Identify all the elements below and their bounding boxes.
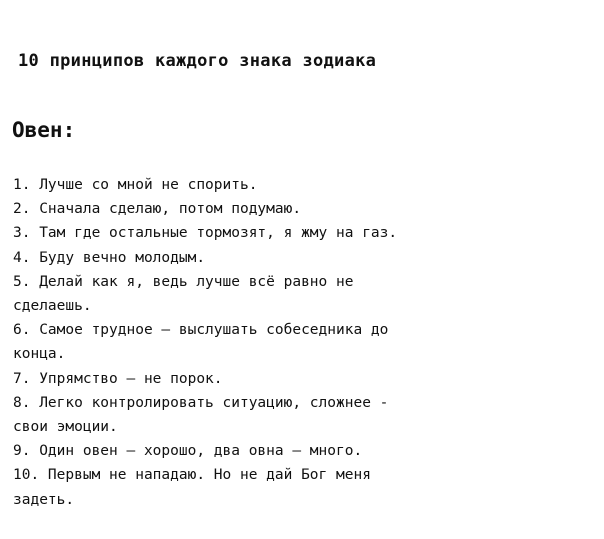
- list-item: 4. Буду вечно молодым.: [13, 249, 206, 266]
- zodiac-sign-heading: Овен:: [12, 118, 76, 142]
- principles-list: [13, 173, 397, 512]
- document-title: 10 принципов каждого знака зодиака: [18, 51, 377, 71]
- list-item: 10. Первым не нападаю. Но не дай Бог меня задеть.: [13, 467, 371, 508]
- list-item: 2. Сначала сделаю, потом подумаю.: [13, 201, 302, 218]
- list-item: 5. Делай как я, ведь лучше всё равно не сделаешь.: [13, 273, 354, 315]
- list-item: 8. Легко контролировать ситуацию, сложнее - свои эмоции.: [13, 394, 389, 436]
- list-item: 9. Один овен — хорошо, два овна — много.: [13, 443, 363, 460]
- list-item: 6. Самое трудное — выслушать собеседника до конца.: [13, 322, 389, 363]
- list-item: 3. Там где остальные тормозят, я жму на газ.: [13, 225, 398, 242]
- list-item: 1. Лучше со мной не спорить.: [13, 177, 258, 193]
- list-item: 7. Упрямство — не порок.: [13, 370, 223, 387]
